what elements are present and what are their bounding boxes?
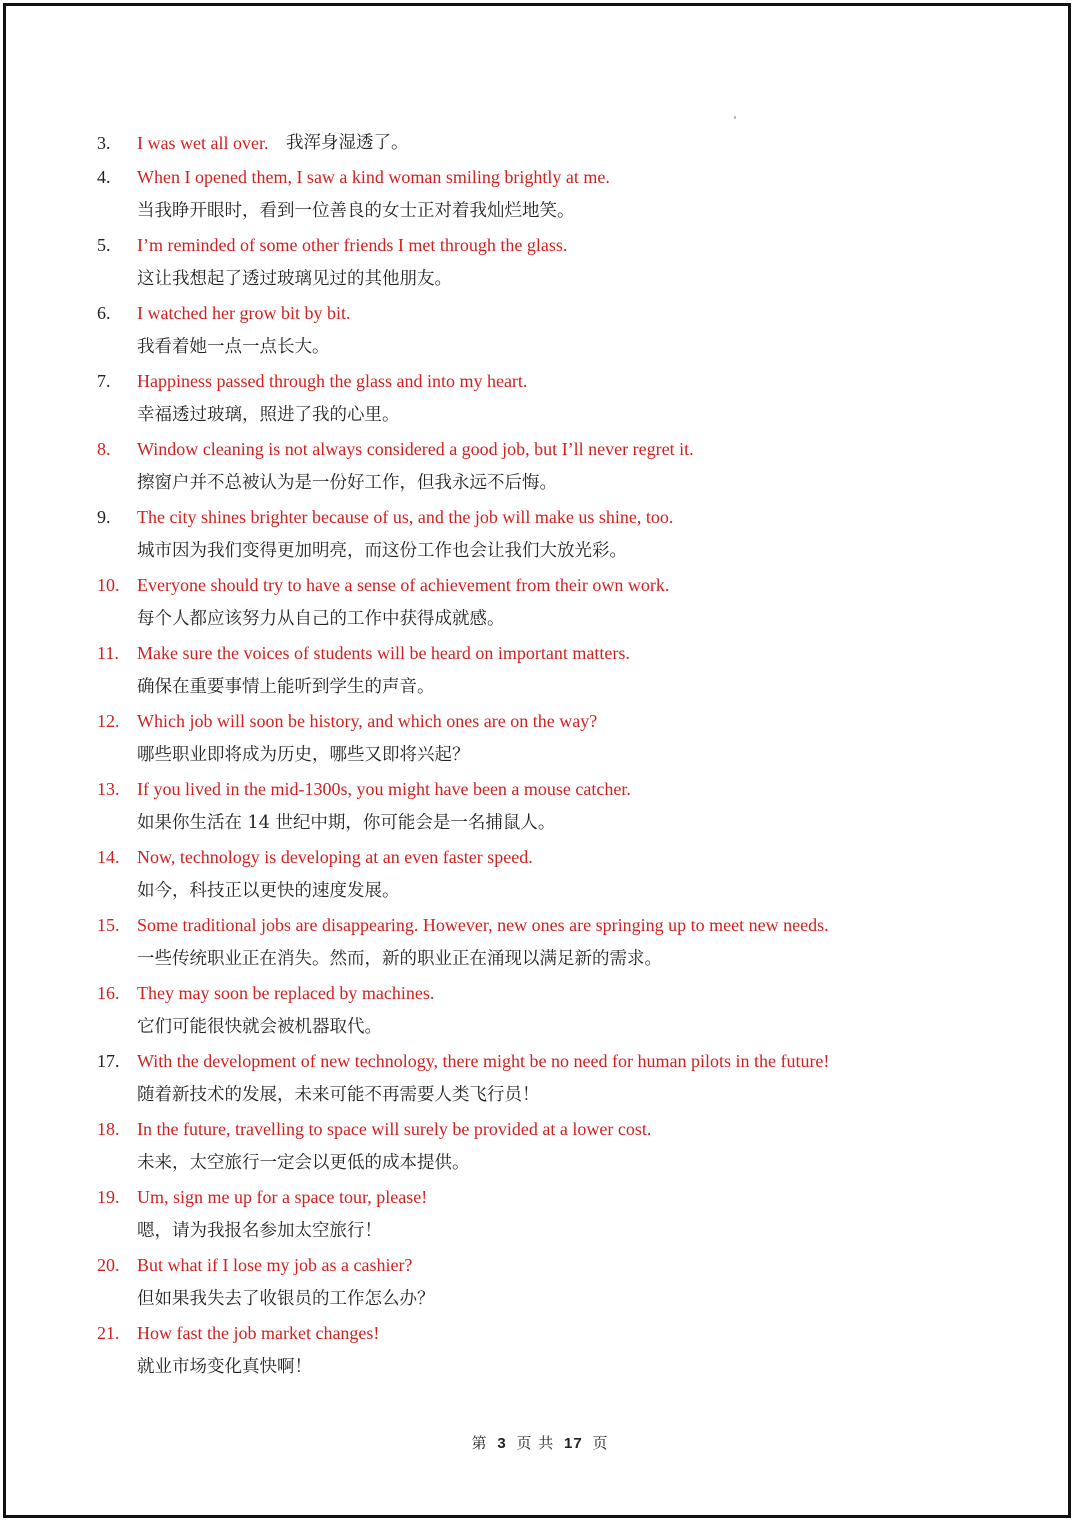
chinese-line <box>0 1146 1080 1180</box>
chinese-translation: 我看着她一点一点长大。 <box>137 337 330 357</box>
english-line <box>0 432 1080 466</box>
chinese-line <box>0 534 1080 568</box>
chinese-translation: 它们可能很快就会被机器取代。 <box>137 1017 382 1037</box>
english-sentence: But what if I lose my job as a cashier? <box>137 1255 413 1275</box>
item-number: 5. <box>97 235 111 255</box>
item-number: 7. <box>97 371 111 391</box>
chinese-translation: 幸福透过玻璃，照进了我的心里。 <box>137 405 400 425</box>
english-sentence: With the development of new technology, there might be no need for human pilots in the future! <box>137 1051 830 1071</box>
english-line <box>0 296 1080 330</box>
english-sentence: Happiness passed through the glass and into my heart. <box>137 371 528 391</box>
chinese-translation: 但如果我失去了收银员的工作怎么办？ <box>137 1289 435 1309</box>
list-item <box>0 976 1080 1044</box>
chinese-line <box>0 466 1080 500</box>
list-item <box>0 1112 1080 1180</box>
english-sentence: In the future, travelling to space will surely be provided at a lower cost. <box>137 1119 652 1139</box>
item-number: 12. <box>97 711 120 731</box>
chinese-translation: 每个人都应该努力从自己的工作中获得成就感。 <box>137 609 505 629</box>
chinese-translation: 确保在重要事情上能听到学生的声音。 <box>137 677 435 697</box>
chinese-translation: 一些传统职业正在消失。然而，新的职业正在涌现以满足新的需求。 <box>137 949 662 969</box>
chinese-line <box>0 602 1080 636</box>
item-number: 4. <box>97 167 111 187</box>
english-sentence: I was wet all over. <box>137 133 269 153</box>
list-item <box>0 1248 1080 1316</box>
english-sentence: If you lived in the mid-1300s, you might have been a mouse catcher. <box>137 779 631 799</box>
item-number: 21. <box>97 1323 120 1343</box>
list-item <box>0 568 1080 636</box>
item-number: 6. <box>97 303 111 323</box>
item-number: 15. <box>97 915 120 935</box>
list-item <box>0 126 1080 160</box>
english-line <box>0 1316 1080 1350</box>
chinese-line <box>0 330 1080 364</box>
chinese-translation: 随着新技术的发展，未来可能不再需要人类飞行员！ <box>137 1085 540 1105</box>
list-item <box>0 432 1080 500</box>
chinese-translation: 哪些职业即将成为历史，哪些又即将兴起？ <box>137 745 470 765</box>
list-item <box>0 772 1080 840</box>
scan-speck <box>734 116 736 119</box>
english-sentence: Make sure the voices of students will be heard on important matters. <box>137 643 630 663</box>
english-line <box>0 840 1080 874</box>
item-number: 11. <box>97 643 119 663</box>
english-sentence: Which job will soon be history, and which ones are on the way? <box>137 711 598 731</box>
footer-total-pages: 17 <box>564 1435 583 1452</box>
english-line <box>0 1248 1080 1282</box>
list-item <box>0 1180 1080 1248</box>
english-sentence: Um, sign me up for a space tour, please! <box>137 1187 428 1207</box>
list-item <box>0 636 1080 704</box>
sentence-list <box>0 126 1080 1384</box>
english-line <box>0 636 1080 670</box>
list-item <box>0 296 1080 364</box>
chinese-translation: 如果你生活在 14 世纪中期，你可能会是一名捕鼠人。 <box>137 813 556 833</box>
item-number: 13. <box>97 779 120 799</box>
english-sentence: Window cleaning is not always considered a good job, but I’ll never regret it. <box>137 439 694 459</box>
chinese-translation-inline: 我浑身湿透了。 <box>286 133 409 153</box>
list-item <box>0 704 1080 772</box>
chinese-translation: 城市因为我们变得更加明亮，而这份工作也会让我们大放光彩。 <box>137 541 627 561</box>
english-line <box>0 160 1080 194</box>
list-item <box>0 908 1080 976</box>
chinese-line <box>0 1214 1080 1248</box>
chinese-line <box>0 262 1080 296</box>
chinese-translation: 未来，太空旅行一定会以更低的成本提供。 <box>137 1153 470 1173</box>
chinese-line <box>0 738 1080 772</box>
chinese-line <box>0 874 1080 908</box>
item-number: 20. <box>97 1255 120 1275</box>
english-sentence: The city shines brighter because of us, and the job will make us shine, too. <box>137 507 674 527</box>
english-sentence: Some traditional jobs are disappearing. However, new ones are springing up to meet new needs. <box>137 915 829 935</box>
item-number: 19. <box>97 1187 120 1207</box>
list-item <box>0 1316 1080 1384</box>
chinese-translation: 擦窗户并不总被认为是一份好工作，但我永远不后悔。 <box>137 473 557 493</box>
item-number: 14. <box>97 847 120 867</box>
list-item <box>0 1044 1080 1112</box>
chinese-translation: 当我睁开眼时，看到一位善良的女士正对着我灿烂地笑。 <box>137 201 575 221</box>
chinese-translation: 这让我想起了透过玻璃见过的其他朋友。 <box>137 269 452 289</box>
item-number: 18. <box>97 1119 120 1139</box>
english-line <box>0 126 1080 160</box>
english-line <box>0 500 1080 534</box>
english-sentence: They may soon be replaced by machines. <box>137 983 435 1003</box>
chinese-translation: 就业市场变化真快啊！ <box>137 1357 312 1377</box>
chinese-line <box>0 806 1080 840</box>
list-item <box>0 840 1080 908</box>
chinese-line <box>0 942 1080 976</box>
item-number: 3. <box>97 133 111 153</box>
list-item <box>0 228 1080 296</box>
english-sentence: I watched her grow bit by bit. <box>137 303 351 323</box>
chinese-line <box>0 1350 1080 1384</box>
english-line <box>0 908 1080 942</box>
item-number: 16. <box>97 983 120 1003</box>
english-line <box>0 1180 1080 1214</box>
list-item <box>0 500 1080 568</box>
english-sentence: I’m reminded of some other friends I met through the glass. <box>137 235 568 255</box>
footer-suffix: 页 <box>592 1434 609 1452</box>
footer-page-number: 3 <box>497 1435 507 1452</box>
english-sentence: Now, technology is developing at an even faster speed. <box>137 847 533 867</box>
chinese-translation: 嗯，请为我报名参加太空旅行！ <box>137 1221 382 1241</box>
list-item <box>0 364 1080 432</box>
chinese-line <box>0 398 1080 432</box>
chinese-line <box>0 670 1080 704</box>
chinese-line <box>0 1078 1080 1112</box>
english-sentence: When I opened them, I saw a kind woman smiling brightly at me. <box>137 167 610 187</box>
english-line <box>0 228 1080 262</box>
english-line <box>0 772 1080 806</box>
english-line <box>0 704 1080 738</box>
chinese-line <box>0 194 1080 228</box>
chinese-line <box>0 1282 1080 1316</box>
english-sentence: Everyone should try to have a sense of achievement from their own work. <box>137 575 670 595</box>
english-line <box>0 976 1080 1010</box>
english-line <box>0 568 1080 602</box>
english-line <box>0 1112 1080 1146</box>
english-line <box>0 1044 1080 1078</box>
footer-prefix: 第 <box>471 1434 488 1452</box>
footer-mid: 页 共 <box>516 1434 555 1452</box>
item-number: 9. <box>97 507 111 527</box>
english-line <box>0 364 1080 398</box>
item-number: 8. <box>97 439 111 459</box>
list-item <box>0 160 1080 228</box>
item-number: 17. <box>97 1051 120 1071</box>
page-footer <box>0 1432 1080 1453</box>
chinese-translation: 如今，科技正以更快的速度发展。 <box>137 881 400 901</box>
item-number: 10. <box>97 575 120 595</box>
english-sentence: How fast the job market changes! <box>137 1323 380 1343</box>
chinese-line <box>0 1010 1080 1044</box>
